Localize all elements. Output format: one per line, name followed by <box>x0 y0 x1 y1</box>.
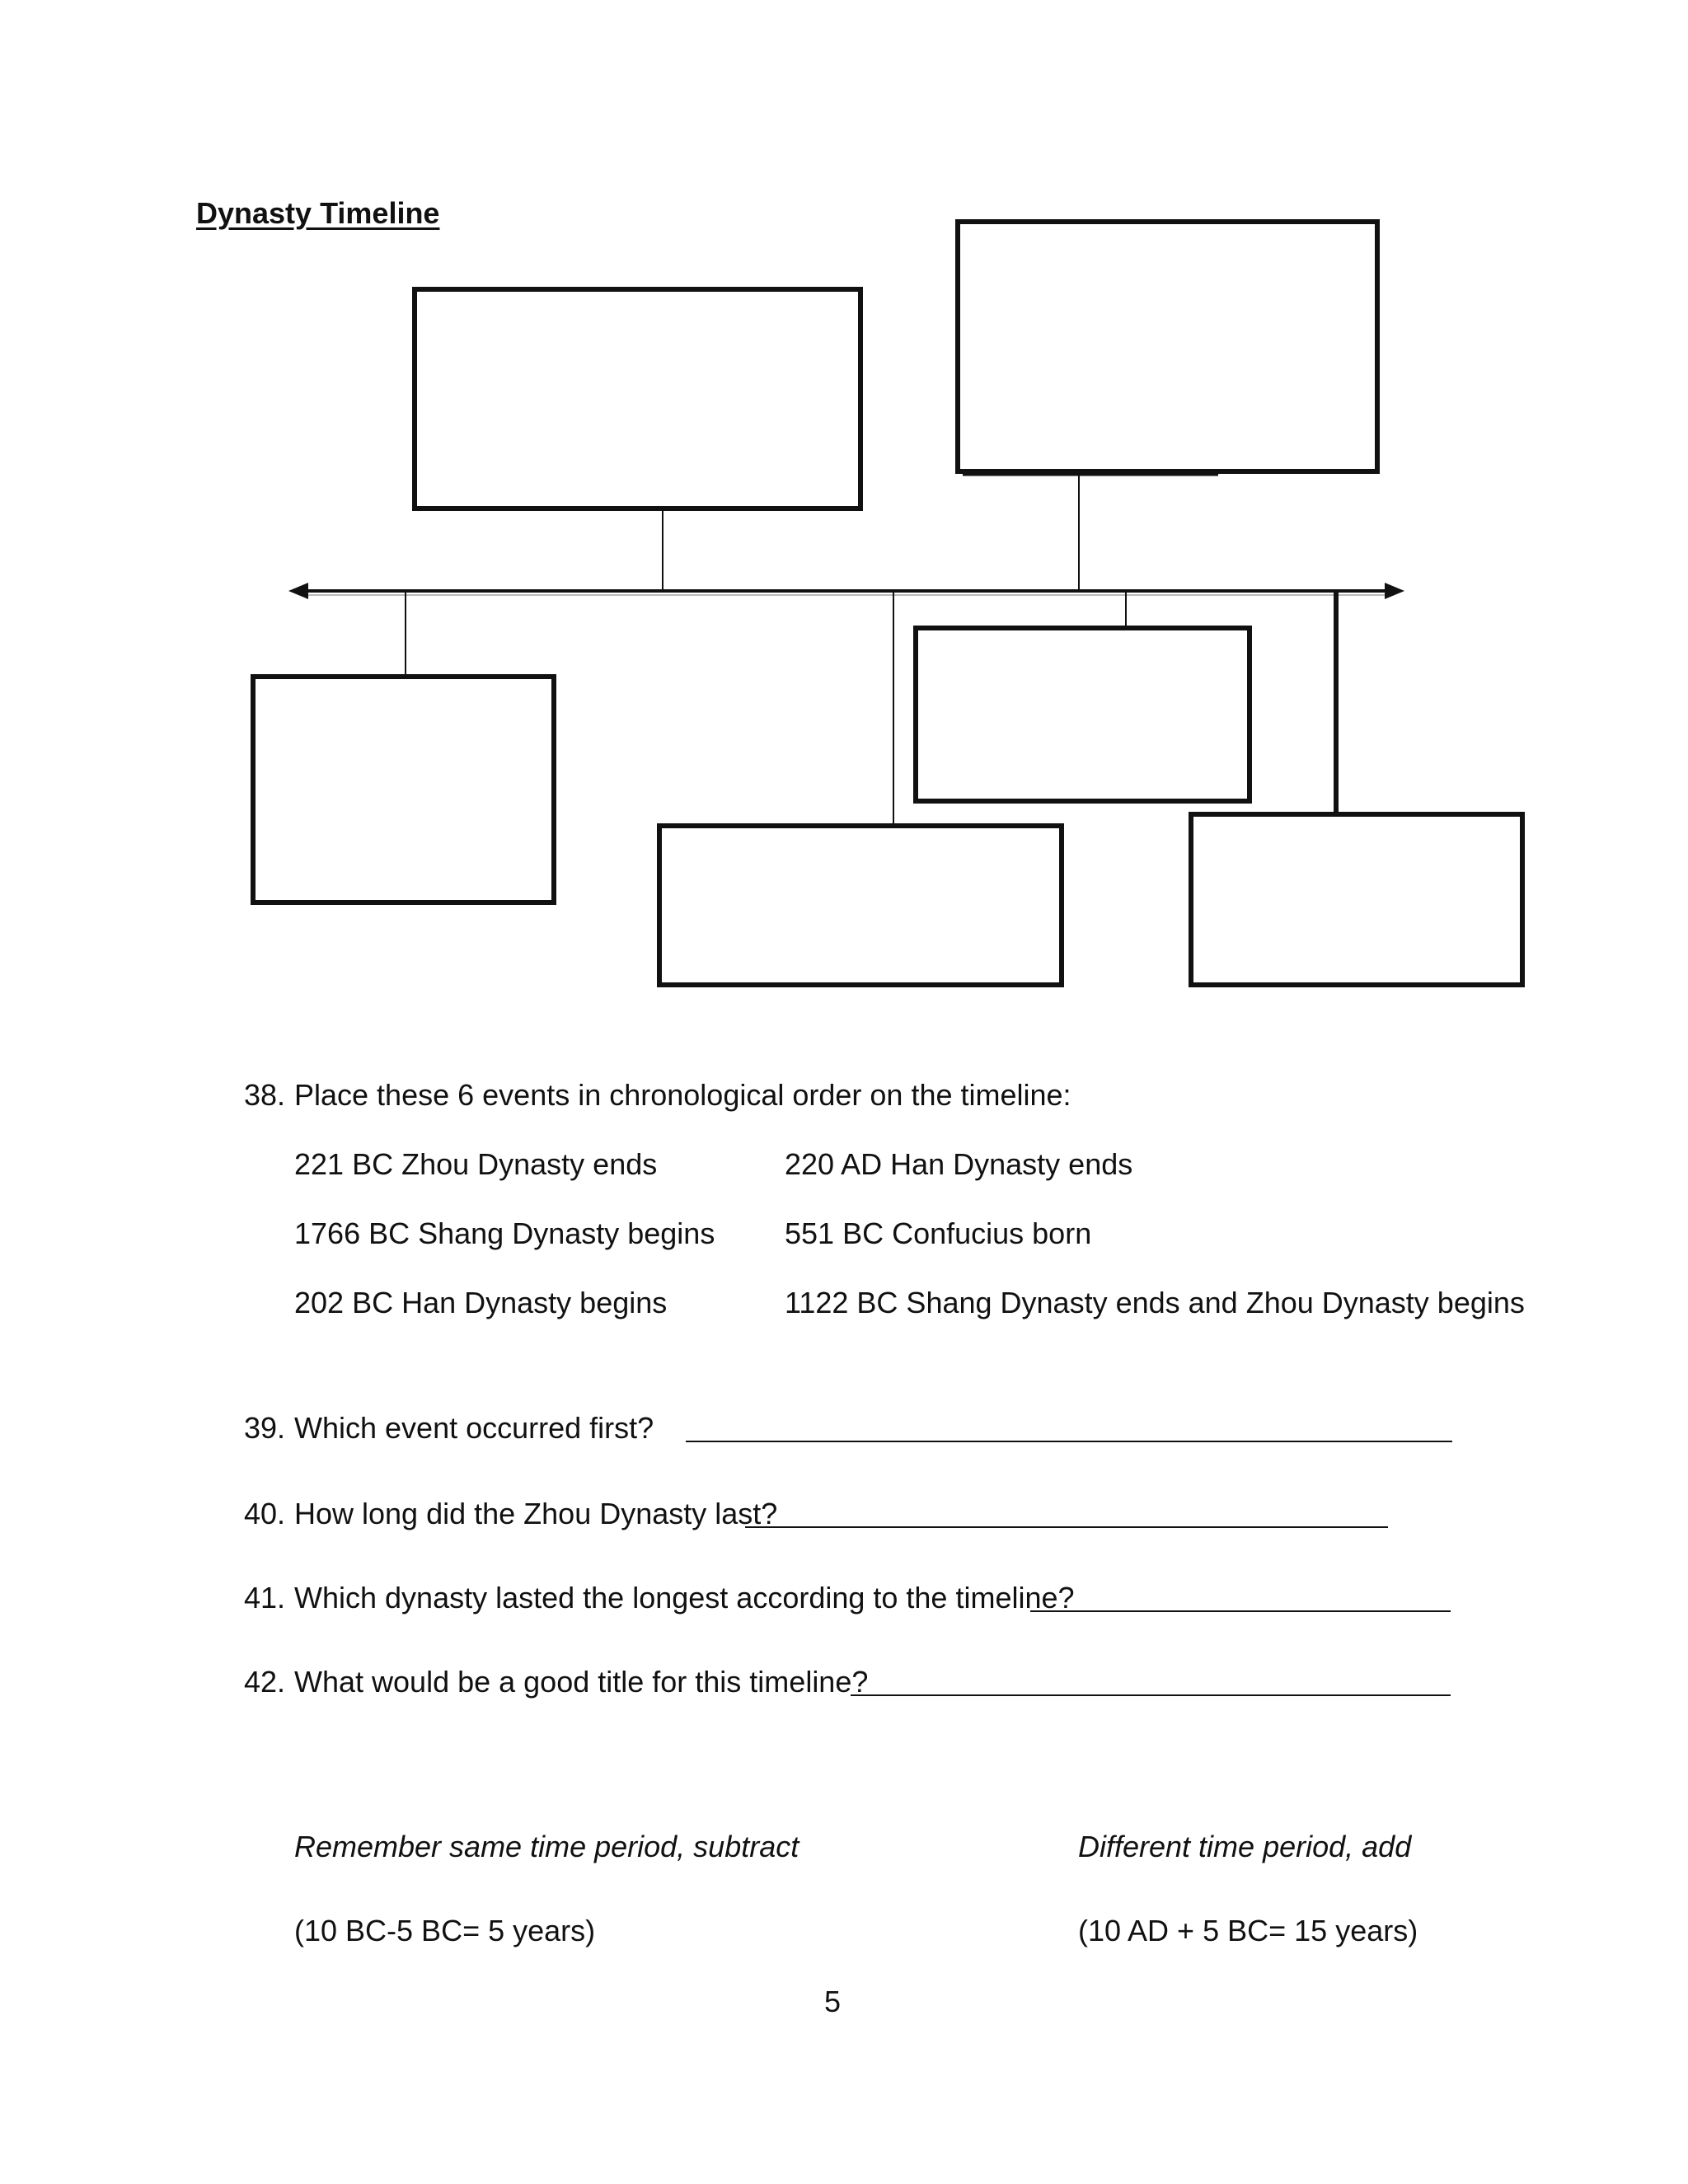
answer-line-40[interactable] <box>745 1502 1388 1528</box>
answer-box-6 <box>1191 814 1522 985</box>
answer-box-3 <box>253 677 554 902</box>
timeline-diagram <box>0 0 1688 1038</box>
event-item: 220 AD Han Dynasty ends <box>785 1147 1133 1181</box>
note-add-rule: Different time period, add <box>1078 1830 1412 1863</box>
answer-box-5 <box>916 628 1250 801</box>
question-40-number: 40. <box>244 1497 286 1530</box>
answer-line-42[interactable] <box>851 1670 1451 1696</box>
answer-box-2 <box>958 222 1377 471</box>
question-38-prompt: Place these 6 events in chronological order on the timeline: <box>294 1078 1071 1112</box>
question-42-text: What would be a good title for this timeline? <box>294 1665 869 1699</box>
event-item: 1122 BC Shang Dynasty ends and Zhou Dynasty begins <box>785 1286 1525 1319</box>
question-39-number: 39. <box>244 1411 286 1445</box>
event-item: 202 BC Han Dynasty begins <box>294 1286 668 1319</box>
event-item: 221 BC Zhou Dynasty ends <box>294 1147 658 1181</box>
question-42-number: 42. <box>244 1665 286 1699</box>
page-number: 5 <box>824 1985 842 2018</box>
answer-box-1 <box>415 289 860 509</box>
question-39-text: Which event occurred first? <box>294 1411 654 1445</box>
question-41-text: Which dynasty lasted the longest according to the timeline? <box>294 1581 1075 1615</box>
answer-line-41[interactable] <box>1030 1586 1451 1612</box>
question-41-number: 41. <box>244 1581 286 1615</box>
event-item: 1766 BC Shang Dynasty begins <box>294 1216 715 1250</box>
answer-box-4 <box>659 826 1062 985</box>
right-arrowhead-icon <box>1385 583 1404 599</box>
event-item: 551 BC Confucius born <box>785 1216 1092 1250</box>
question-40-text: How long did the Zhou Dynasty last? <box>294 1497 778 1530</box>
question-38-number: 38. <box>244 1078 286 1112</box>
note-subtract-rule: Remember same time period, subtract <box>294 1830 799 1863</box>
answer-line-39[interactable] <box>686 1416 1452 1442</box>
note-add-example: (10 AD + 5 BC= 15 years) <box>1078 1914 1418 1947</box>
page-title: Dynasty Timeline <box>196 196 440 230</box>
note-subtract-example: (10 BC-5 BC= 5 years) <box>294 1914 596 1947</box>
left-arrowhead-icon <box>288 583 308 599</box>
